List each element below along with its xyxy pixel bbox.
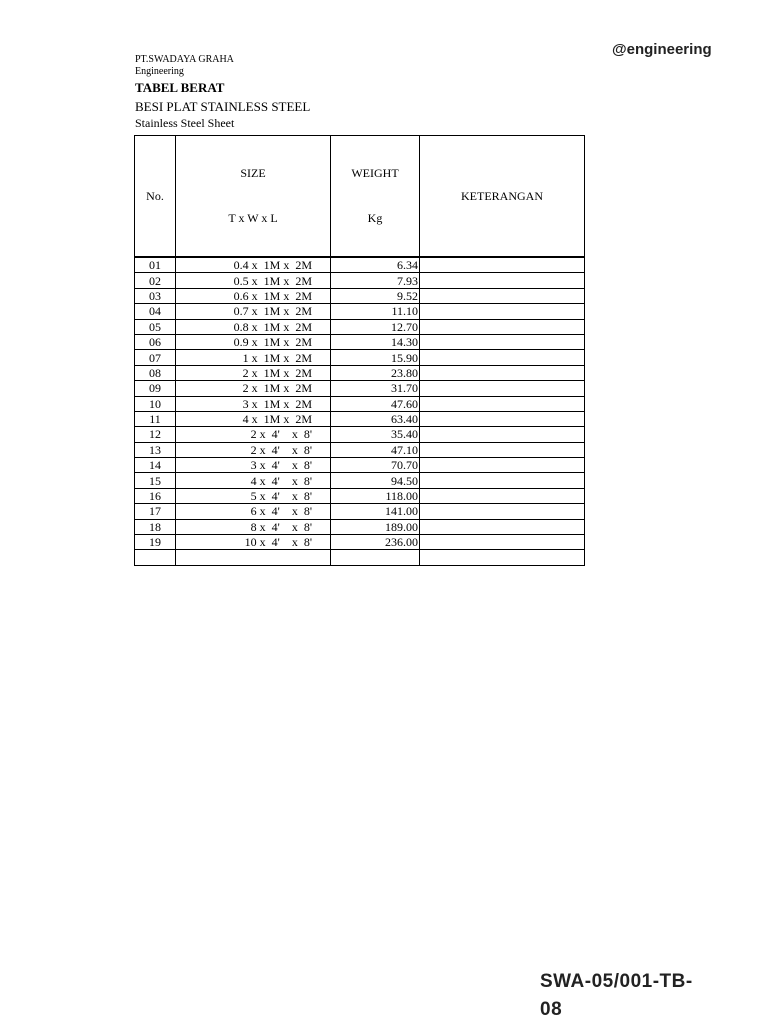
cell-no: 12 [135, 427, 176, 442]
cell-weight: 35.40 [331, 427, 420, 442]
table-row [135, 473, 585, 488]
cell-size: 4 x 1M x 2M [176, 411, 331, 426]
document-subtitle: BESI PLAT STAINLESS STEEL [135, 99, 311, 114]
weight-table [134, 135, 585, 566]
document-subtitle-english: Stainless Steel Sheet [135, 116, 235, 130]
cell-no: 06 [135, 334, 176, 349]
cell-size: 4 x 4' x 8' [176, 473, 331, 488]
table-row [135, 334, 585, 349]
cell-keterangan [420, 350, 585, 365]
column-header-size-format: T x W x L [228, 211, 278, 225]
table-row [135, 304, 585, 319]
watermark-top: @engineering [612, 41, 712, 58]
column-header-weight-title: WEIGHT [351, 166, 399, 180]
table-row [135, 458, 585, 473]
cell-weight: 94.50 [331, 473, 420, 488]
column-header-weight [331, 136, 420, 258]
cell-size: 0.9 x 1M x 2M [176, 334, 331, 349]
cell-size: 2 x 4' x 8' [176, 427, 331, 442]
cell-weight: 15.90 [331, 350, 420, 365]
table-body [135, 257, 585, 565]
table-row [135, 319, 585, 334]
table-row [135, 411, 585, 426]
table-row [135, 488, 585, 503]
table-row [135, 550, 585, 565]
cell-size: 0.7 x 1M x 2M [176, 304, 331, 319]
cell-no: 01 [135, 257, 176, 273]
cell-keterangan [420, 257, 585, 273]
cell-weight: 70.70 [331, 458, 420, 473]
cell-no: 08 [135, 365, 176, 380]
table-row [135, 257, 585, 273]
cell-weight: 12.70 [331, 319, 420, 334]
cell-weight: 141.00 [331, 504, 420, 519]
cell-size: 5 x 4' x 8' [176, 488, 331, 503]
cell-no: 04 [135, 304, 176, 319]
cell-no: 14 [135, 458, 176, 473]
table-row [135, 504, 585, 519]
cell-weight: 31.70 [331, 381, 420, 396]
cell-size: 1 x 1M x 2M [176, 350, 331, 365]
cell-size: 2 x 1M x 2M [176, 365, 331, 380]
cell-keterangan [420, 273, 585, 288]
cell-no: 07 [135, 350, 176, 365]
cell-keterangan [420, 442, 585, 457]
cell-keterangan [420, 304, 585, 319]
column-header-no: No. [135, 136, 176, 258]
cell-no: 18 [135, 519, 176, 534]
cell-no: 03 [135, 288, 176, 303]
cell-keterangan [420, 319, 585, 334]
cell-no: 05 [135, 319, 176, 334]
cell-keterangan [420, 535, 585, 550]
cell-weight [331, 550, 420, 565]
cell-keterangan [420, 519, 585, 534]
cell-no: 09 [135, 381, 176, 396]
table-row [135, 381, 585, 396]
table-row [135, 288, 585, 303]
table-header-row [135, 136, 585, 258]
cell-no: 13 [135, 442, 176, 457]
department-name: Engineering [135, 66, 184, 77]
table-row [135, 365, 585, 380]
cell-no: 19 [135, 535, 176, 550]
cell-weight: 47.60 [331, 396, 420, 411]
table-row [135, 350, 585, 365]
cell-size: 3 x 1M x 2M [176, 396, 331, 411]
cell-weight: 6.34 [331, 257, 420, 273]
table-row [135, 519, 585, 534]
cell-no: 15 [135, 473, 176, 488]
cell-keterangan [420, 411, 585, 426]
cell-no: 16 [135, 488, 176, 503]
cell-keterangan [420, 550, 585, 565]
cell-size: 2 x 1M x 2M [176, 381, 331, 396]
column-header-size-title: SIZE [240, 166, 266, 180]
column-header-size [176, 136, 331, 258]
cell-weight: 236.00 [331, 535, 420, 550]
cell-size: 0.6 x 1M x 2M [176, 288, 331, 303]
column-header-keterangan: KETERANGAN [420, 136, 585, 258]
table-row [135, 442, 585, 457]
cell-no [135, 550, 176, 565]
cell-keterangan [420, 427, 585, 442]
cell-size: 2 x 4' x 8' [176, 442, 331, 457]
cell-no: 02 [135, 273, 176, 288]
cell-size: 0.4 x 1M x 2M [176, 257, 331, 273]
watermark-bottom: SWA-05/001-TB-08 [540, 971, 693, 1020]
cell-weight: 14.30 [331, 334, 420, 349]
cell-weight: 9.52 [331, 288, 420, 303]
cell-weight: 118.00 [331, 488, 420, 503]
cell-weight: 47.10 [331, 442, 420, 457]
cell-weight: 11.10 [331, 304, 420, 319]
cell-size [176, 550, 331, 565]
cell-keterangan [420, 288, 585, 303]
document-title: TABEL BERAT [135, 80, 225, 95]
column-header-weight-unit: Kg [367, 211, 383, 225]
cell-no: 17 [135, 504, 176, 519]
cell-size: 0.5 x 1M x 2M [176, 273, 331, 288]
cell-size: 0.8 x 1M x 2M [176, 319, 331, 334]
cell-size: 8 x 4' x 8' [176, 519, 331, 534]
cell-keterangan [420, 488, 585, 503]
cell-keterangan [420, 381, 585, 396]
cell-no: 10 [135, 396, 176, 411]
cell-keterangan [420, 334, 585, 349]
cell-keterangan [420, 504, 585, 519]
table-row [135, 273, 585, 288]
cell-weight: 7.93 [331, 273, 420, 288]
cell-weight: 189.00 [331, 519, 420, 534]
cell-size: 6 x 4' x 8' [176, 504, 331, 519]
cell-keterangan [420, 396, 585, 411]
cell-weight: 23.80 [331, 365, 420, 380]
cell-no: 11 [135, 411, 176, 426]
table-row [135, 535, 585, 550]
table-row [135, 396, 585, 411]
company-name: PT.SWADAYA GRAHA [135, 54, 234, 65]
cell-keterangan [420, 365, 585, 380]
cell-size: 3 x 4' x 8' [176, 458, 331, 473]
cell-size: 10 x 4' x 8' [176, 535, 331, 550]
table-row [135, 427, 585, 442]
cell-keterangan [420, 473, 585, 488]
cell-weight: 63.40 [331, 411, 420, 426]
cell-keterangan [420, 458, 585, 473]
